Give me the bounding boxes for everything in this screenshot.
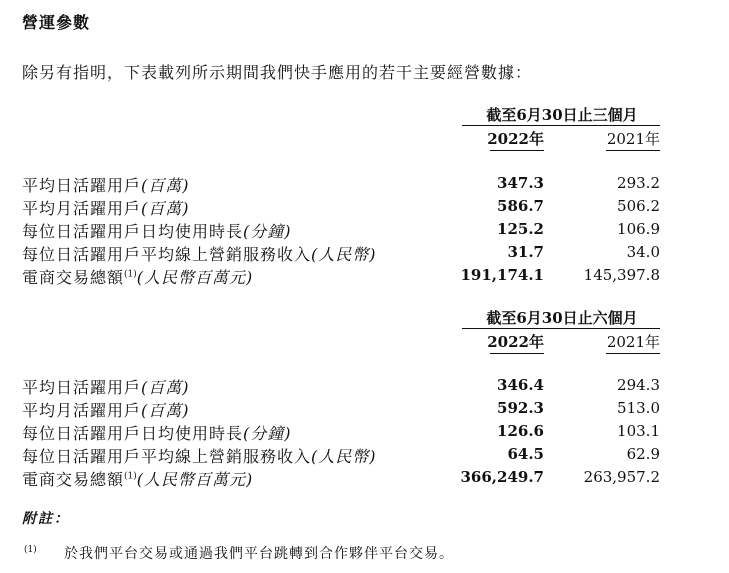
value-2021: 506.2 — [617, 197, 660, 215]
year-underline — [490, 353, 544, 354]
value-2022: 592.3 — [497, 399, 544, 417]
year-header-2021: 2021年 — [606, 130, 660, 148]
period-header-three-months: 截至6月30日止三個月 — [486, 106, 638, 124]
year-underline — [606, 353, 660, 354]
value-2021: 103.1 — [617, 422, 660, 440]
value-2022: 586.7 — [497, 197, 544, 215]
year-header-2022: 2022年 — [487, 130, 544, 148]
value-2022: 125.2 — [497, 220, 544, 238]
value-2021: 145,397.8 — [583, 266, 660, 284]
year-header-2021: 2021年 — [606, 333, 660, 351]
period-header-underline — [462, 125, 660, 126]
row-label: 平均月活躍用戶(百萬) — [22, 199, 190, 218]
value-2021: 513.0 — [617, 399, 660, 417]
value-2021: 106.9 — [617, 220, 660, 238]
page-heading: 營運參數 — [22, 13, 91, 32]
footnote-marker: (1) — [124, 269, 137, 280]
row-label: 每位日活躍用戶日均使用時長(分鐘) — [22, 222, 292, 241]
value-2021: 294.3 — [617, 376, 660, 394]
row-label: 平均日活躍用戶(百萬) — [22, 176, 190, 195]
row-label: 每位日活躍用戶平均線上營銷服務收入(人民幣) — [22, 447, 377, 466]
footnote-text: 於我們平台交易或通過我們平台跳轉到合作夥伴平台交易。 — [64, 546, 454, 562]
notes-title: 附註： — [22, 511, 70, 527]
row-label: 每位日活躍用戶平均線上營銷服務收入(人民幣) — [22, 245, 377, 264]
period-header-underline — [462, 328, 660, 329]
value-2022: 31.7 — [507, 243, 544, 261]
row-label: 電商交易總額$^{(1)}$(人民幣百萬元) — [22, 470, 254, 489]
value-2022: 64.5 — [507, 445, 544, 463]
value-2022: 366,249.7 — [460, 468, 544, 486]
value-2021: 263,957.2 — [583, 468, 660, 486]
value-2022: 191,174.1 — [460, 266, 544, 284]
row-label: 平均日活躍用戶(百萬) — [22, 378, 190, 397]
value-2021: 293.2 — [617, 174, 660, 192]
value-2022: 347.3 — [497, 174, 544, 192]
value-2022: 346.4 — [497, 376, 544, 394]
value-2021: 62.9 — [626, 445, 660, 463]
footnote-mark: (1) — [24, 545, 37, 555]
intro-paragraph: 除另有指明，下表載列所示期間我們快手應用的若干主要經營數據： — [22, 63, 533, 82]
year-underline — [490, 150, 544, 151]
year-header-2022: 2022年 — [487, 333, 544, 351]
value-2021: 34.0 — [626, 243, 660, 261]
row-label: 平均月活躍用戶(百萬) — [22, 401, 190, 420]
footnote-marker: (1) — [124, 471, 137, 482]
period-header-six-months: 截至6月30日止六個月 — [486, 309, 638, 327]
row-label: 每位日活躍用戶日均使用時長(分鐘) — [22, 424, 292, 443]
row-label: 電商交易總額$^{(1)}$(人民幣百萬元) — [22, 268, 254, 287]
year-underline — [606, 150, 660, 151]
value-2022: 126.6 — [497, 422, 544, 440]
